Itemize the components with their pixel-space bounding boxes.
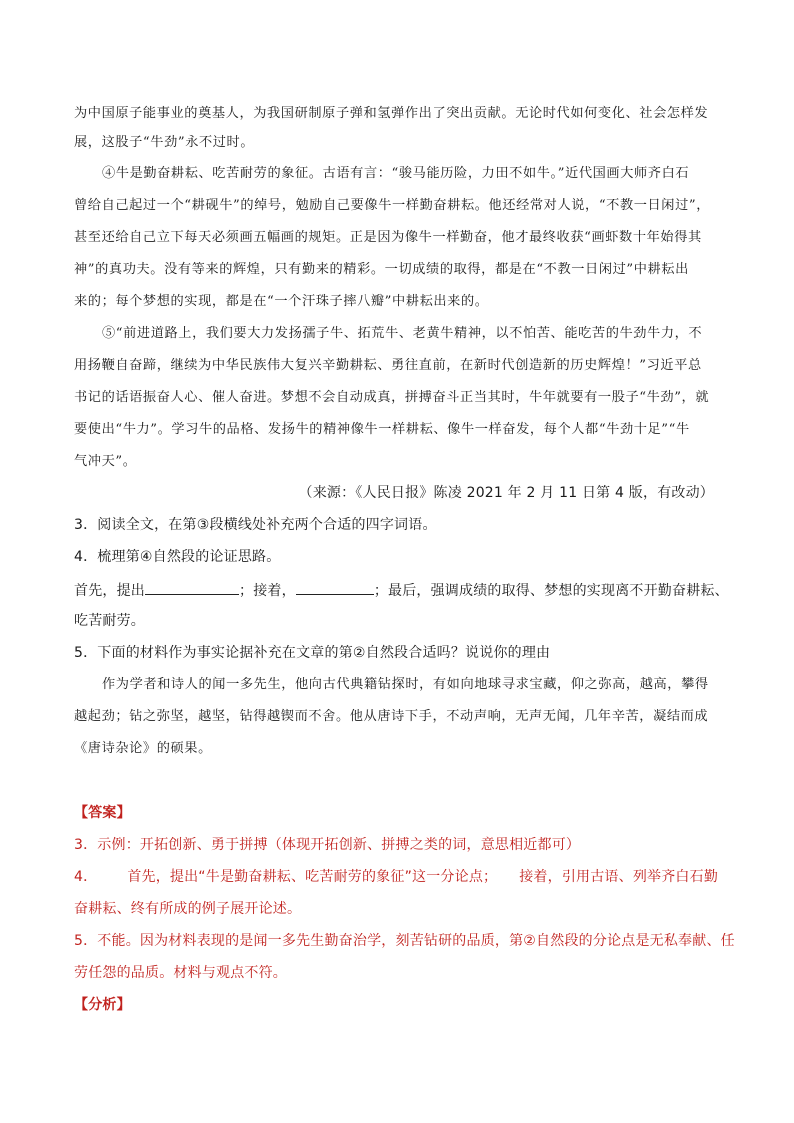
answer-5-line-2: 劳任怨的品质。材料与观点不符。	[74, 965, 287, 981]
material-line-3: 《唐诗杂论》的硕果。	[74, 741, 212, 756]
passage-p4-line-2: 曾给自己起过一个“耕砚牛”的绰号，勉励自己要像牛一样勤奋耕耘。他还经常对人说，“不教一日闲过”，	[74, 198, 711, 213]
question-3: 3．阅读全文，在第③段横线处补充两个合适的四字词语。	[74, 517, 437, 533]
passage-p5-line-1: ⑤“前进道路上，我们要大力发扬孺子牛、拓荒牛、老黄牛精神，以不怕苦、能吃苦的牛劲牛力，不	[102, 326, 703, 341]
material-line-1: 作为学者和诗人的闻一多先生，他向古代典籍钻探时，有如向地球寻求宝藏，仰之弥高，越高，攀得	[102, 677, 709, 692]
answer-4-number: 4．	[74, 869, 98, 885]
passage-p4-line-3: 甚至还给自己立下每天必须画五幅画的规矩。正是因为像牛一样勤奋，他才最终收获“画虾数十年始得其	[74, 230, 702, 245]
passage-p4-line-5: 来的；每个梦想的实现，都是在“一个汗珠子摔八瓣”中耕耘出来的。	[74, 294, 489, 309]
passage-p5-line-3: 书记的话语振奋人心、催人奋进。梦想不会自动成真，拼搏奋斗正当其时，牛年就要有一股子“牛劲”，就	[74, 390, 710, 405]
passage-p5-line-4: 要使出“牛力”。学习牛的品格、发扬牛的精神像牛一样耕耘、像牛一样奋发，每个人都“牛劲十足”“牛	[74, 422, 690, 437]
answer-4-part-1: 首先，提出“牛是勤奋耕耘、吃苦耐劳的象征”这一分论点；	[127, 869, 498, 885]
passage-p5-line-2: 用扬鞭自奋蹄，继续为中华民族伟大复兴辛勤耕耘、勇往直前，在新时代创造新的历史辉煌！”习近平总	[74, 358, 702, 373]
passage-p5-line-5: 气冲天”。	[74, 454, 137, 469]
answer-5-line-1: 5．不能。因为材料表现的是闻一多先生勤奋治学，刻苦钻研的品质，第②自然段的分论点是无私奉献、任	[74, 933, 735, 949]
fill-prefix: 首先，提出	[74, 583, 145, 599]
passage-p4-line-1: ④牛是勤奋耕耘、吃苦耐劳的象征。古语有言：“骏马能历险，力田不如牛。”近代国画大师齐白石	[102, 166, 690, 181]
question-4: 4．梳理第④自然段的论证思路。	[74, 549, 281, 565]
fill-suffix: ；最后，强调成绩的取得、梦想的实现离不开勤奋耕耘、	[373, 583, 729, 599]
passage-p2-line-1: 为中国原子能事业的奠基人，为我国研制原子弹和氢弹作出了突出贡献。无论时代如何变化、社会怎样发	[74, 106, 709, 121]
source-citation: （来源：《人民日报》陈凌 2021 年 2 月 11 日第 4 版，有改动）	[298, 485, 714, 501]
passage-p2-line-2: 展，这股子“牛劲”永不过时。	[74, 135, 255, 150]
question-5: 5．下面的材料作为事实论据补充在文章的第②自然段合适吗？说说你的理由	[74, 645, 551, 661]
answer-3: 3．示例：开拓创新、勇于拼搏（体现开拓创新、拼搏之类的词，意思相近都可）	[74, 837, 581, 853]
answer-blank-1[interactable]	[145, 580, 239, 595]
answer-heading: 【答案】	[74, 805, 131, 821]
question-4-fill-line-2: 吃苦耐劳。	[74, 613, 145, 629]
answer-4-line-1	[74, 867, 718, 887]
fill-middle: ；接着，	[239, 583, 296, 599]
material-line-2: 越起劲；钻之弥坚，越坚，钻得越锲而不舍。他从唐诗下手，不动声响，无声无闻，几年辛苦，凝结而成	[74, 709, 709, 724]
answer-blank-2[interactable]	[296, 580, 374, 595]
passage-p4-line-4: 神”的真功夫。没有等来的辉煌，只有勤来的精彩。一切成绩的取得，都是在“不教一日闲过”中耕耘出	[74, 262, 689, 277]
analysis-heading: 【分析】	[74, 997, 131, 1013]
answer-4-part-2: 接着，引用古语、列举齐白石勤	[519, 869, 719, 885]
answer-4-line-2: 奋耕耘、终有所成的例子展开论述。	[74, 901, 302, 917]
question-4-fill-line	[74, 580, 729, 601]
